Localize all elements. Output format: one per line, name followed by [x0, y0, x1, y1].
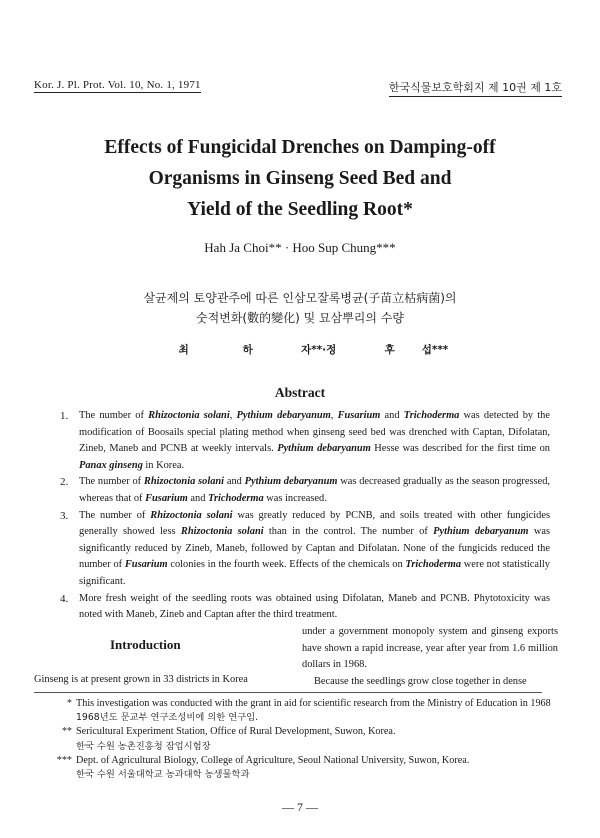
- korean-author-list: [40, 342, 560, 357]
- korean-author-part: 최: [178, 344, 189, 356]
- footnote-text: Sericultural Experiment Station, Office of Rural Development, Suwon, Korea.: [76, 726, 396, 738]
- footnote-divider: [34, 692, 542, 693]
- species-name: Fusarium: [124, 559, 168, 571]
- korean-title-line-1: 살균제의 토양관주에 따른 인삼모잘록병균(子苗立枯病菌)의: [143, 291, 457, 305]
- paper-title: [40, 132, 560, 225]
- species-name: Fusarium: [145, 492, 188, 504]
- abstract-text: and: [187, 492, 209, 504]
- abstract-text: in Korea.: [142, 459, 185, 471]
- footnote-text: Dept. of Agricultural Biology, College of Agriculture, Seoul National University, Suwon, Korea.: [76, 754, 470, 766]
- korean-title: [40, 288, 560, 328]
- abstract-text: Hesse was described for the first time on: [370, 443, 550, 455]
- abstract-list: [60, 408, 550, 624]
- korean-author-part: 후: [384, 344, 395, 356]
- abstract-item: [60, 408, 550, 474]
- abstract-text: The number of: [79, 476, 144, 488]
- species-name: Rhizoctonia solani: [150, 509, 233, 521]
- species-name: Rhizoctonia solani: [180, 526, 264, 538]
- footnote: [34, 697, 554, 725]
- abstract-text: and: [224, 476, 245, 488]
- footnote-marker: **: [61, 726, 72, 738]
- abstract-text: was increased.: [263, 492, 327, 504]
- species-name: Pythium debaryanum: [244, 476, 338, 488]
- footnote-marker: *: [66, 698, 72, 709]
- abstract-text: The number of: [79, 509, 151, 521]
- abstract-text: colonies in the fourth week. Effects of the chemicals on: [167, 559, 406, 571]
- abstract-text: ,: [229, 410, 237, 421]
- page-number: — 7 —: [282, 800, 318, 814]
- abstract-text: and: [380, 410, 404, 421]
- footnote: [34, 754, 554, 782]
- footnote: [34, 725, 554, 753]
- abstract-text: More fresh weight of the seedling roots was obtained using Difolatan, Maneb and PCNB. Phytotoxicity was noted with Maneb, Zineb and Captan after the third treatment.: [79, 592, 550, 621]
- species-name: Rhizoctonia solani: [148, 410, 230, 421]
- species-name: Pythium debaryanum: [236, 410, 331, 421]
- korean-author-part: 섭***: [421, 344, 449, 356]
- abstract-item: [60, 474, 550, 507]
- footnote-text: This investigation was conducted with the grant in aid for scientific research from the Ministry of Education in 1968: [76, 698, 551, 709]
- abstract-item-number: 1.: [60, 410, 69, 422]
- journal-citation-korean: 한국식물보호학회지 제 10권 제 1호: [389, 79, 562, 97]
- species-name: Trichoderma: [405, 559, 462, 571]
- abstract-text: The number of: [79, 410, 149, 421]
- journal-citation: Kor. J. Pl. Prot. Vol. 10, No. 1, 1971: [34, 79, 201, 91]
- species-name: Pythium debaryanum: [433, 526, 529, 538]
- abstract-item-number: 3.: [60, 509, 69, 522]
- abstract-text: ,: [330, 410, 338, 421]
- abstract-item-number: 2.: [60, 476, 69, 489]
- abstract-item-number: 4.: [60, 592, 69, 605]
- korean-title-line-2: 숫적변화(數的變化) 및 묘삼뿌리의 수량: [196, 311, 404, 325]
- author-list: Hah Ja Choi** · Hoo Sup Chung***: [204, 240, 396, 255]
- footnote-korean: 한국 수원 농촌진흥청 잠업시험장: [76, 740, 211, 752]
- species-name: Trichoderma: [403, 410, 460, 421]
- abstract-text: was significantly reduced by Zineb, Maneb, followed by Captan and Difolatan. None of the fungicids reduced the number of: [79, 526, 550, 571]
- footnotes: [34, 697, 554, 782]
- abstract-heading: Abstract: [274, 385, 326, 400]
- abstract-item: [60, 508, 550, 591]
- introduction-paragraph: under a government monopoly system and ginseng exports have shown a rapid increase, year after year from 1.6 million dollars in 1968.: [302, 626, 558, 671]
- title-line-3: Yield of the Seedling Root*: [187, 199, 413, 220]
- introduction-heading: Introduction: [110, 637, 181, 652]
- abstract-text: than in the control. The number of: [263, 526, 434, 538]
- species-name: Trichoderma: [208, 492, 264, 504]
- abstract-text: was greatly reduced by PCNB, and soils treated with other fungicides generally showed less: [79, 509, 551, 538]
- footnote-korean: 한국 수원 서울대학교 농과대학 농생물학과: [76, 769, 250, 781]
- korean-author-part: 하: [242, 344, 253, 356]
- abstract-item: [60, 591, 550, 624]
- abstract-text: was detected by the modification of Boosails special plating method when ginseng seed bed was drenched with Captan, Difolatan, Zineb, Maneb and PCNB at weekly intervals.: [79, 410, 550, 455]
- footnote-korean: 1968년도 문교부 연구조성비에 의한 연구임.: [76, 712, 259, 724]
- species-name: Pythium debaryanum: [277, 443, 371, 455]
- title-line-2: Organisms in Ginseng Seed Bed and: [148, 168, 452, 189]
- introduction-paragraph: Because the seedlings grow close together in dense: [314, 675, 527, 687]
- species-name: Panax ginseng: [79, 459, 143, 471]
- abstract-text: were not statistically significant.: [79, 559, 550, 587]
- abstract-text: was decreased gradually as the season progressed, whereas that of: [79, 476, 550, 504]
- korean-author-part: 자**·정: [301, 344, 337, 356]
- species-name: Fusarium: [337, 410, 381, 421]
- title-line-1: Effects of Fungicidal Drenches on Damping-off: [104, 137, 496, 158]
- introduction-left-column: Ginseng is at present grown in 33 districts in Korea: [34, 674, 248, 685]
- footnote-marker: ***: [56, 754, 72, 766]
- introduction-right-column: [302, 624, 558, 690]
- species-name: Rhizoctonia solani: [143, 476, 225, 488]
